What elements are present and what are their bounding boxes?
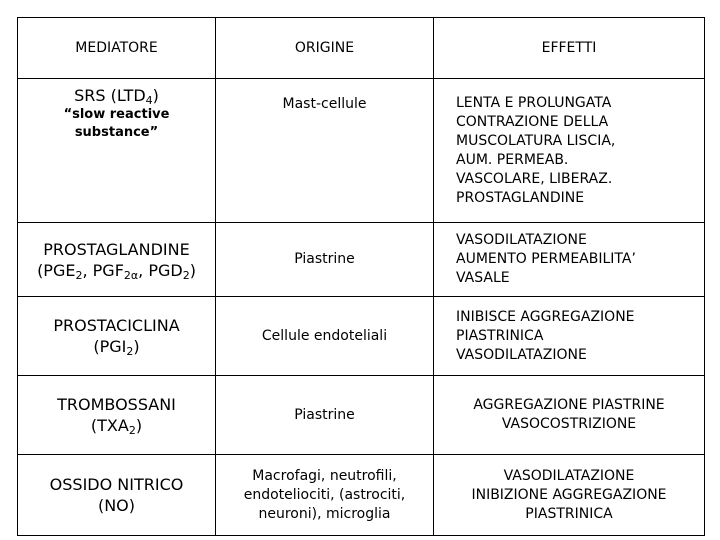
mediator-name: PROSTAGLANDINE xyxy=(43,239,190,259)
table-row xyxy=(18,223,705,297)
effects-cell xyxy=(434,223,705,297)
effect-line: LENTA E PROLUNGATA xyxy=(456,94,612,111)
mediator-abbrev: (NO) xyxy=(97,496,136,515)
effect-line: VASODILATAZIONE xyxy=(456,232,587,248)
effects-cell xyxy=(434,297,705,376)
mediators-table xyxy=(17,17,705,536)
effect-line: MUSCOLATURA LISCIA, xyxy=(456,132,616,149)
effect-line: AUMENTO PERMEABILITA’ xyxy=(456,251,636,267)
effects-cell xyxy=(434,455,705,536)
origin-text: Macrofagi, neutrofili, xyxy=(252,467,397,484)
mediator-cell xyxy=(18,79,216,223)
effect-line: AUM. PERMEAB. xyxy=(456,151,569,168)
mediator-cell xyxy=(18,297,216,376)
header-row xyxy=(18,18,705,79)
table-row xyxy=(18,297,705,376)
mediator-abbrev: $(PGI_2)$ xyxy=(93,337,140,358)
header-effects: EFFETTI xyxy=(434,18,705,79)
effect-line: INIBIZIONE AGGREGAZIONE xyxy=(471,486,667,503)
origin-text: Cellule endoteliali xyxy=(261,327,388,344)
origin-cell xyxy=(216,297,434,376)
mediator-abbrev: $(TXA_2)$ xyxy=(90,416,143,437)
table-row xyxy=(18,79,705,223)
effect-line: VASODILATAZIONE xyxy=(456,346,587,363)
mediator-cell xyxy=(18,376,216,455)
effect-line: VASALE xyxy=(456,270,510,286)
effect-line: PIASTRINICA xyxy=(525,505,613,522)
table-row xyxy=(18,455,705,536)
origin-cell xyxy=(216,223,434,297)
effect-line: VASODILATAZIONE xyxy=(503,467,635,484)
origin-text: Piastrine xyxy=(294,406,355,423)
effect-line: INIBISCE AGGREGAZIONE xyxy=(456,308,635,325)
origin-cell xyxy=(216,455,434,536)
effect-line: CONTRAZIONE DELLA xyxy=(456,113,609,130)
effects-cell xyxy=(434,79,705,223)
mediator-name: OSSIDO NITRICO xyxy=(49,475,184,494)
effect-line: VASCOLARE, LIBERAZ. xyxy=(456,170,613,187)
table-row xyxy=(18,376,705,455)
effect-line: PIASTRINICA xyxy=(456,327,544,344)
mediator-abbrev: ($PGE_2$, $PGF_{2\alpha}$, $PGD_2$) xyxy=(37,260,196,282)
effect-line: AGGREGAZIONE PIASTRINE xyxy=(473,397,665,413)
mediator-name: TROMBOSSANI xyxy=(57,395,176,414)
effect-line: VASOCOSTRIZIONE xyxy=(501,416,637,432)
mediator-cell xyxy=(18,455,216,536)
effect-line: PROSTAGLANDINE xyxy=(456,189,585,206)
mediator-note: “slow reactive xyxy=(63,107,170,122)
origin-text: Mast-cellule xyxy=(282,96,367,112)
mediator-name: SRS $(LTD_4)$ xyxy=(74,86,159,107)
effects-cell xyxy=(434,376,705,455)
header-mediator: MEDIATORE xyxy=(18,18,216,79)
origin-text: endoteliociti, (astrociti, xyxy=(243,486,406,503)
origin-text: Piastrine xyxy=(294,251,355,267)
header-origin: ORIGINE xyxy=(216,18,434,79)
origin-text: neuroni), microglia xyxy=(258,505,391,522)
origin-cell xyxy=(216,376,434,455)
mediator-note: substance” xyxy=(74,125,159,140)
mediator-name: PROSTACICLINA xyxy=(53,316,180,335)
mediator-cell xyxy=(18,223,216,297)
origin-cell xyxy=(216,79,434,223)
